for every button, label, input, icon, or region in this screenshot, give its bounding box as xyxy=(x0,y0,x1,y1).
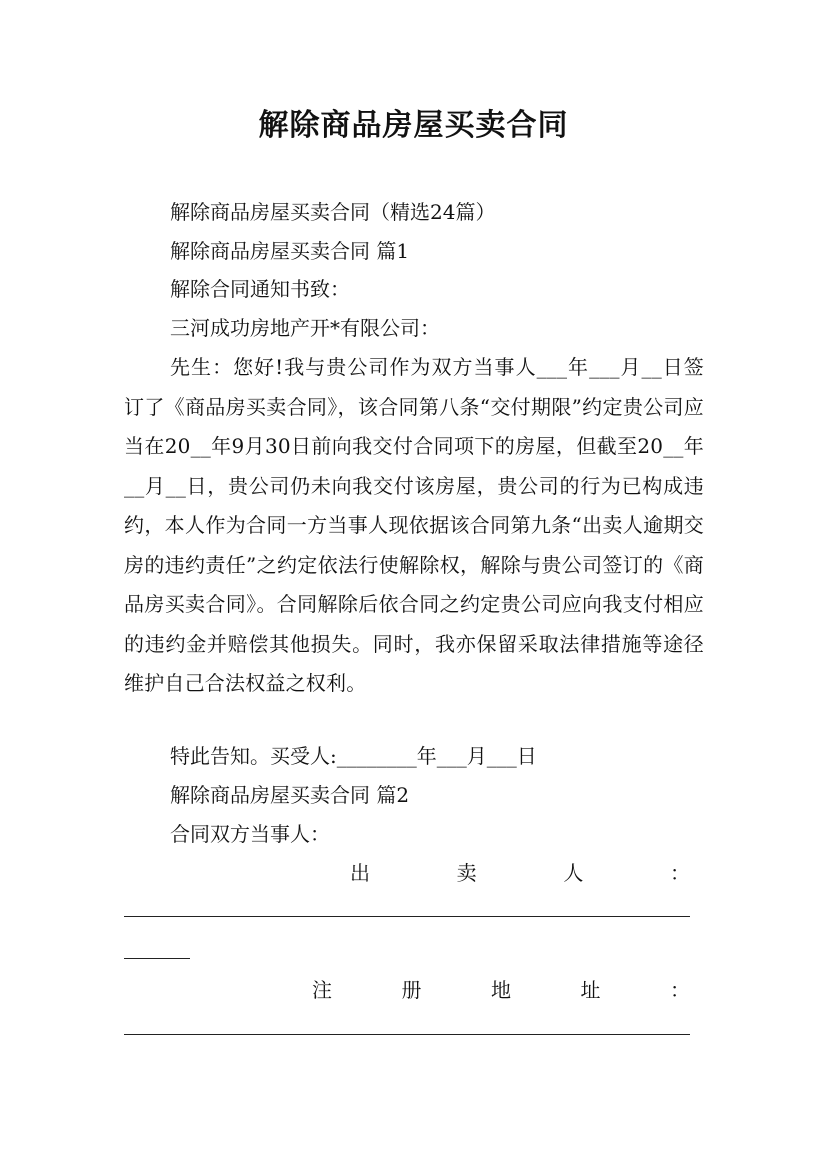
address-char: 注 xyxy=(312,978,332,1002)
seller-char: 卖 xyxy=(456,861,477,885)
seller-blank-line xyxy=(124,916,690,917)
address-char: 地 xyxy=(491,978,511,1002)
part2-heading: 解除商品房屋买卖合同 篇2 xyxy=(170,783,410,807)
address-char: 册 xyxy=(401,978,422,1002)
seller-char: ： xyxy=(669,861,690,885)
address-label xyxy=(312,971,690,1009)
recipient-line: 三河成功房地产开*有限公司： xyxy=(170,316,440,340)
document-title: 解除商品房屋买卖合同 xyxy=(258,108,569,143)
seller-blank-line-continued xyxy=(124,958,190,959)
part1-heading: 解除商品房屋买卖合同 篇1 xyxy=(170,239,410,263)
seller-label xyxy=(350,854,690,892)
seller-char: 人 xyxy=(563,861,584,885)
notice-body: 先生：您好!我与贵公司作为双方当事人___年___月__日签订了《商品房买卖合同》，该合同第八条“交付期限”约定贵公司应当在20__年9月30日前向我交付合同项下的房屋，但截至20__年__月__日，贵公司仍未向我交付该房屋，贵公司的行为已构成违约，本人作为合同一方当事人现依据该合同第九条“出卖人逾期交房的违约责任”之约定依法行使解除权，解除与贵公司签订的《商品房买卖合同》。合同解除后依合同之约定贵公司应向我支付相应的违约金并赔偿其他损失。同时，我亦保留采取法律措施等途径维护自己合法权益之权利。 xyxy=(124,355,704,695)
address-char: ： xyxy=(670,978,690,1002)
heading-line: 解除商品房屋买卖合同（精选24篇） xyxy=(170,200,496,224)
notice-title: 解除合同通知书致： xyxy=(170,277,350,301)
seller-char: 出 xyxy=(350,861,370,885)
notice-end-line: 特此告知。买受人:________年___月___日 xyxy=(170,744,537,768)
parties-line: 合同双方当事人： xyxy=(170,822,330,846)
address-char: 址 xyxy=(580,978,601,1002)
address-blank-line xyxy=(124,1034,690,1035)
